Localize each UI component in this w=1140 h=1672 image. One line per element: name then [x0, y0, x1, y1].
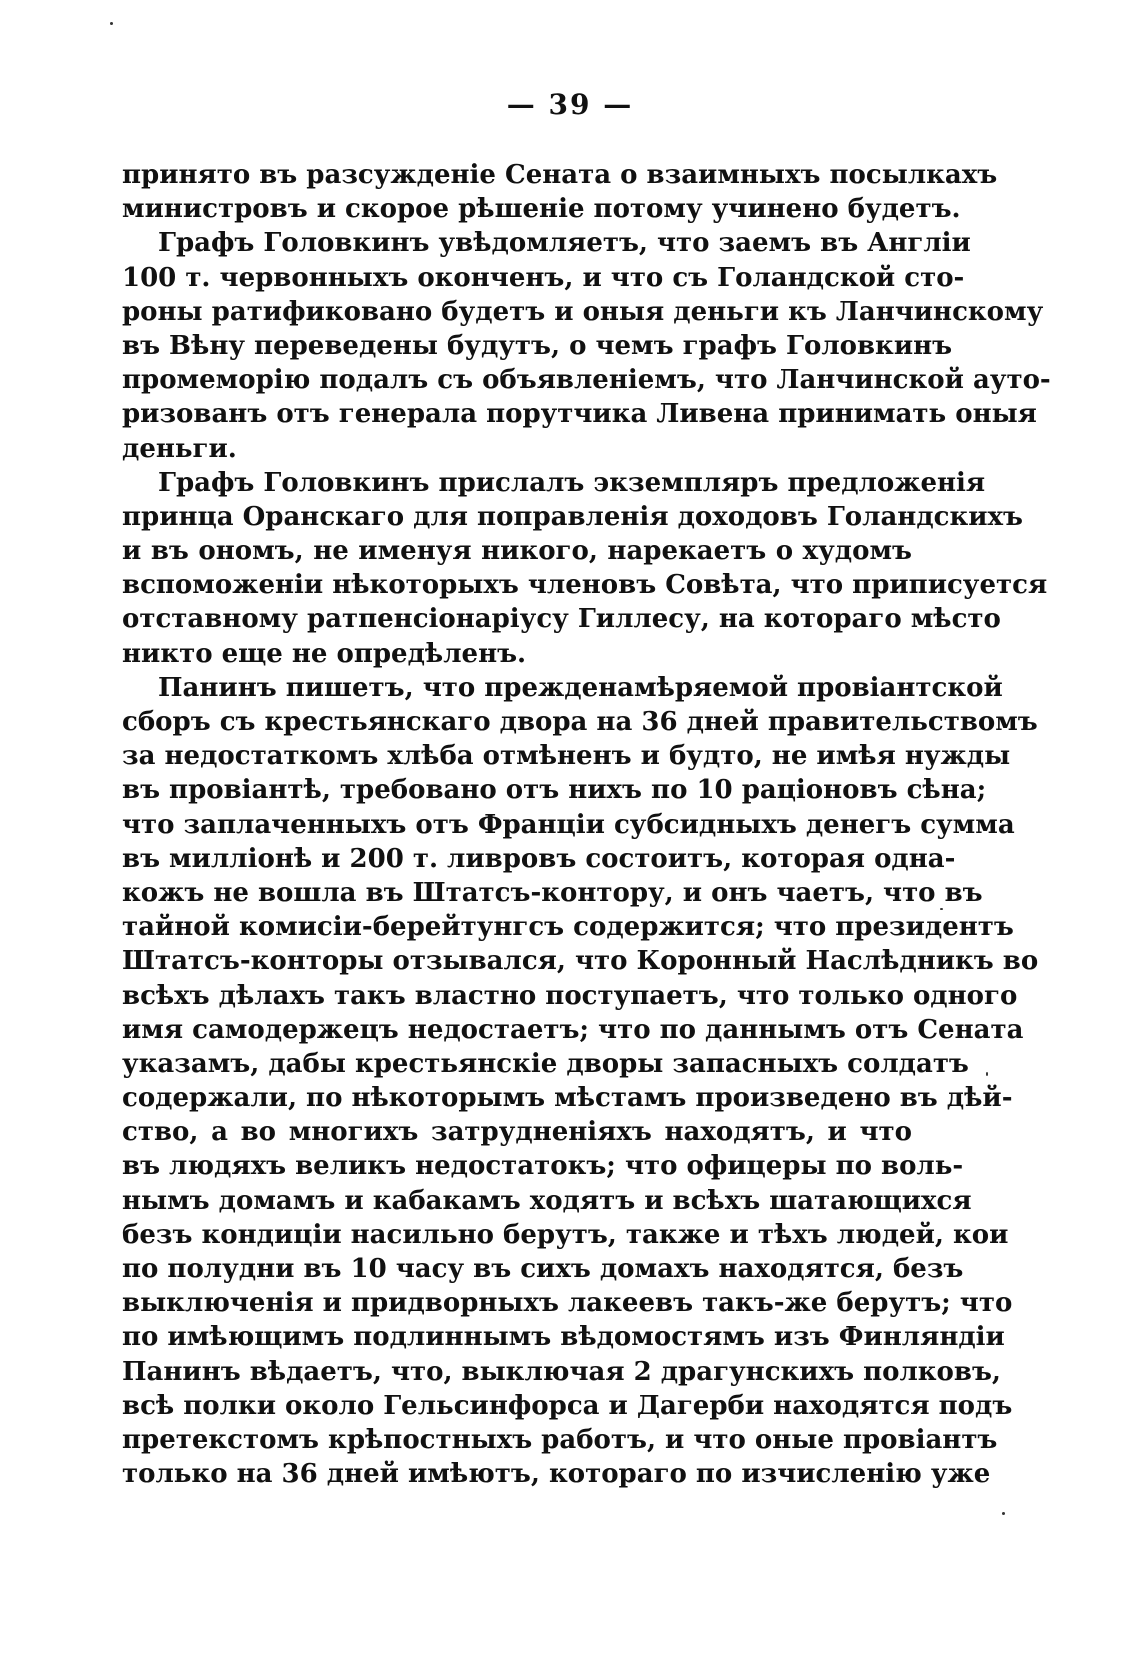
text-column [122, 158, 1051, 1491]
print-speck [940, 908, 943, 910]
text-line: вспоможеніи нѣкоторыхъ членовъ Совѣта, что приписуется [122, 570, 1048, 601]
text-line: промеморію подалъ съ объявленіемъ, что Ланчинской ауто- [122, 365, 1051, 396]
text-line: по имѣющимъ подлиннымъ вѣдомостямъ изъ Финляндіи [122, 1322, 1005, 1353]
text-line: Графъ Головкинъ увѣдомляетъ, что заемъ въ Англіи [158, 228, 971, 259]
text-line: министровъ и скорое рѣшеніе потому учинено будетъ. [122, 194, 961, 225]
text-line: деньги. [122, 433, 237, 464]
paragraph-2 [122, 226, 1051, 465]
text-line: въ провіантѣ, требовано отъ нихъ по 10 раціоновъ сѣна; [122, 775, 987, 806]
text-line: кожъ не вошла въ Штатсъ-контору, и онъ чаетъ, что въ [122, 877, 983, 908]
print-speck [1002, 1512, 1005, 1515]
text-line: въ милліонѣ и 200 т. ливровъ состоитъ, которая одна- [122, 843, 956, 874]
text-line: Панинъ пишетъ, что прежденамѣряемой провіантской [158, 672, 1003, 703]
text-line: ство, а во многихъ затрудненіяхъ находятъ, и что [122, 1117, 912, 1148]
text-line: никто еще не опредѣленъ. [122, 638, 527, 669]
text-line: 100 т. червонныхъ оконченъ, и что съ Голандской сто- [122, 262, 965, 293]
text-line: выключенія и придворныхъ лакеевъ такъ-же берутъ; что [122, 1288, 1013, 1319]
text-line: и въ ономъ, не именуя никого, нарекаетъ о худомъ [122, 536, 912, 567]
text-line: имя самодержецъ недостаетъ; что по даннымъ отъ Сената [122, 1014, 1024, 1045]
text-line: роны ратификовано будетъ и оныя деньги къ Ланчинскому [122, 296, 1044, 327]
text-line: Графъ Головкинъ прислалъ экземпляръ предложенія [158, 467, 986, 498]
text-line: указамъ, дабы крестьянскіе дворы запасныхъ солдатъ [122, 1048, 969, 1079]
text-line: въ Вѣну переведены будутъ, о чемъ графъ Головкинъ [122, 330, 953, 361]
paragraph-4 [122, 671, 1039, 1492]
text-line: нымъ домамъ и кабакамъ ходятъ и всѣхъ шатающихся [122, 1185, 972, 1216]
text-line: безъ кондиціи насильно берутъ, также и тѣхъ людей, кои [122, 1219, 1009, 1250]
text-line: что заплаченныхъ отъ Франціи субсидныхъ денегъ сумма [122, 809, 1015, 840]
text-line: за недостаткомъ хлѣба отмѣненъ и будто, не имѣя нужды [122, 741, 1011, 772]
text-line: принца Оранскаго для поправленія доходовъ Голандскихъ [122, 501, 1023, 532]
paragraph-3 [122, 466, 1048, 671]
print-speck [110, 22, 113, 25]
text-line: по полудни въ 10 часу въ сихъ домахъ находятся, безъ [122, 1254, 964, 1284]
text-line: всѣхъ дѣлахъ такъ властно поступаетъ, что только одного [122, 980, 1018, 1011]
text-line: Штатсъ-конторы отзывался, что Коронный Наслѣдникъ во [122, 946, 1039, 977]
text-line: въ людяхъ великъ недостатокъ; что офицеры по воль- [122, 1151, 964, 1182]
text-line: только на 36 дней имѣютъ, котораго по изчисленію уже [122, 1459, 991, 1490]
text-line: принято въ разсужденіе Сената о взаимныхъ посылкахъ [122, 160, 998, 190]
text-line: сборъ съ крестьянскаго двора на 36 дней правительствомъ [122, 707, 1038, 737]
text-line: претекстомъ крѣпостныхъ работъ, и что оные провіантъ [122, 1424, 998, 1455]
text-line: тайной комисіи-берейтунгсъ содержится; что президентъ [122, 912, 1014, 943]
text-line: ризованъ отъ генерала порутчика Ливена принимать оныя [122, 399, 1037, 430]
page-number: — 39 — [506, 88, 634, 121]
paragraph-1 [122, 158, 998, 226]
text-line: содержали, по нѣкоторымъ мѣстамъ произведено въ дѣй- [122, 1083, 1013, 1114]
text-line: всѣ полки около Гельсинфорса и Дагерби находятся подъ [122, 1390, 1013, 1421]
text-line: отставному ратпенсіонаріусу Гиллесу, на котораго мѣсто [122, 604, 1001, 635]
text-line: Панинъ вѣдаетъ, что, выключая 2 драгунскихъ полковъ, [122, 1356, 1001, 1387]
print-speck [986, 1072, 988, 1076]
